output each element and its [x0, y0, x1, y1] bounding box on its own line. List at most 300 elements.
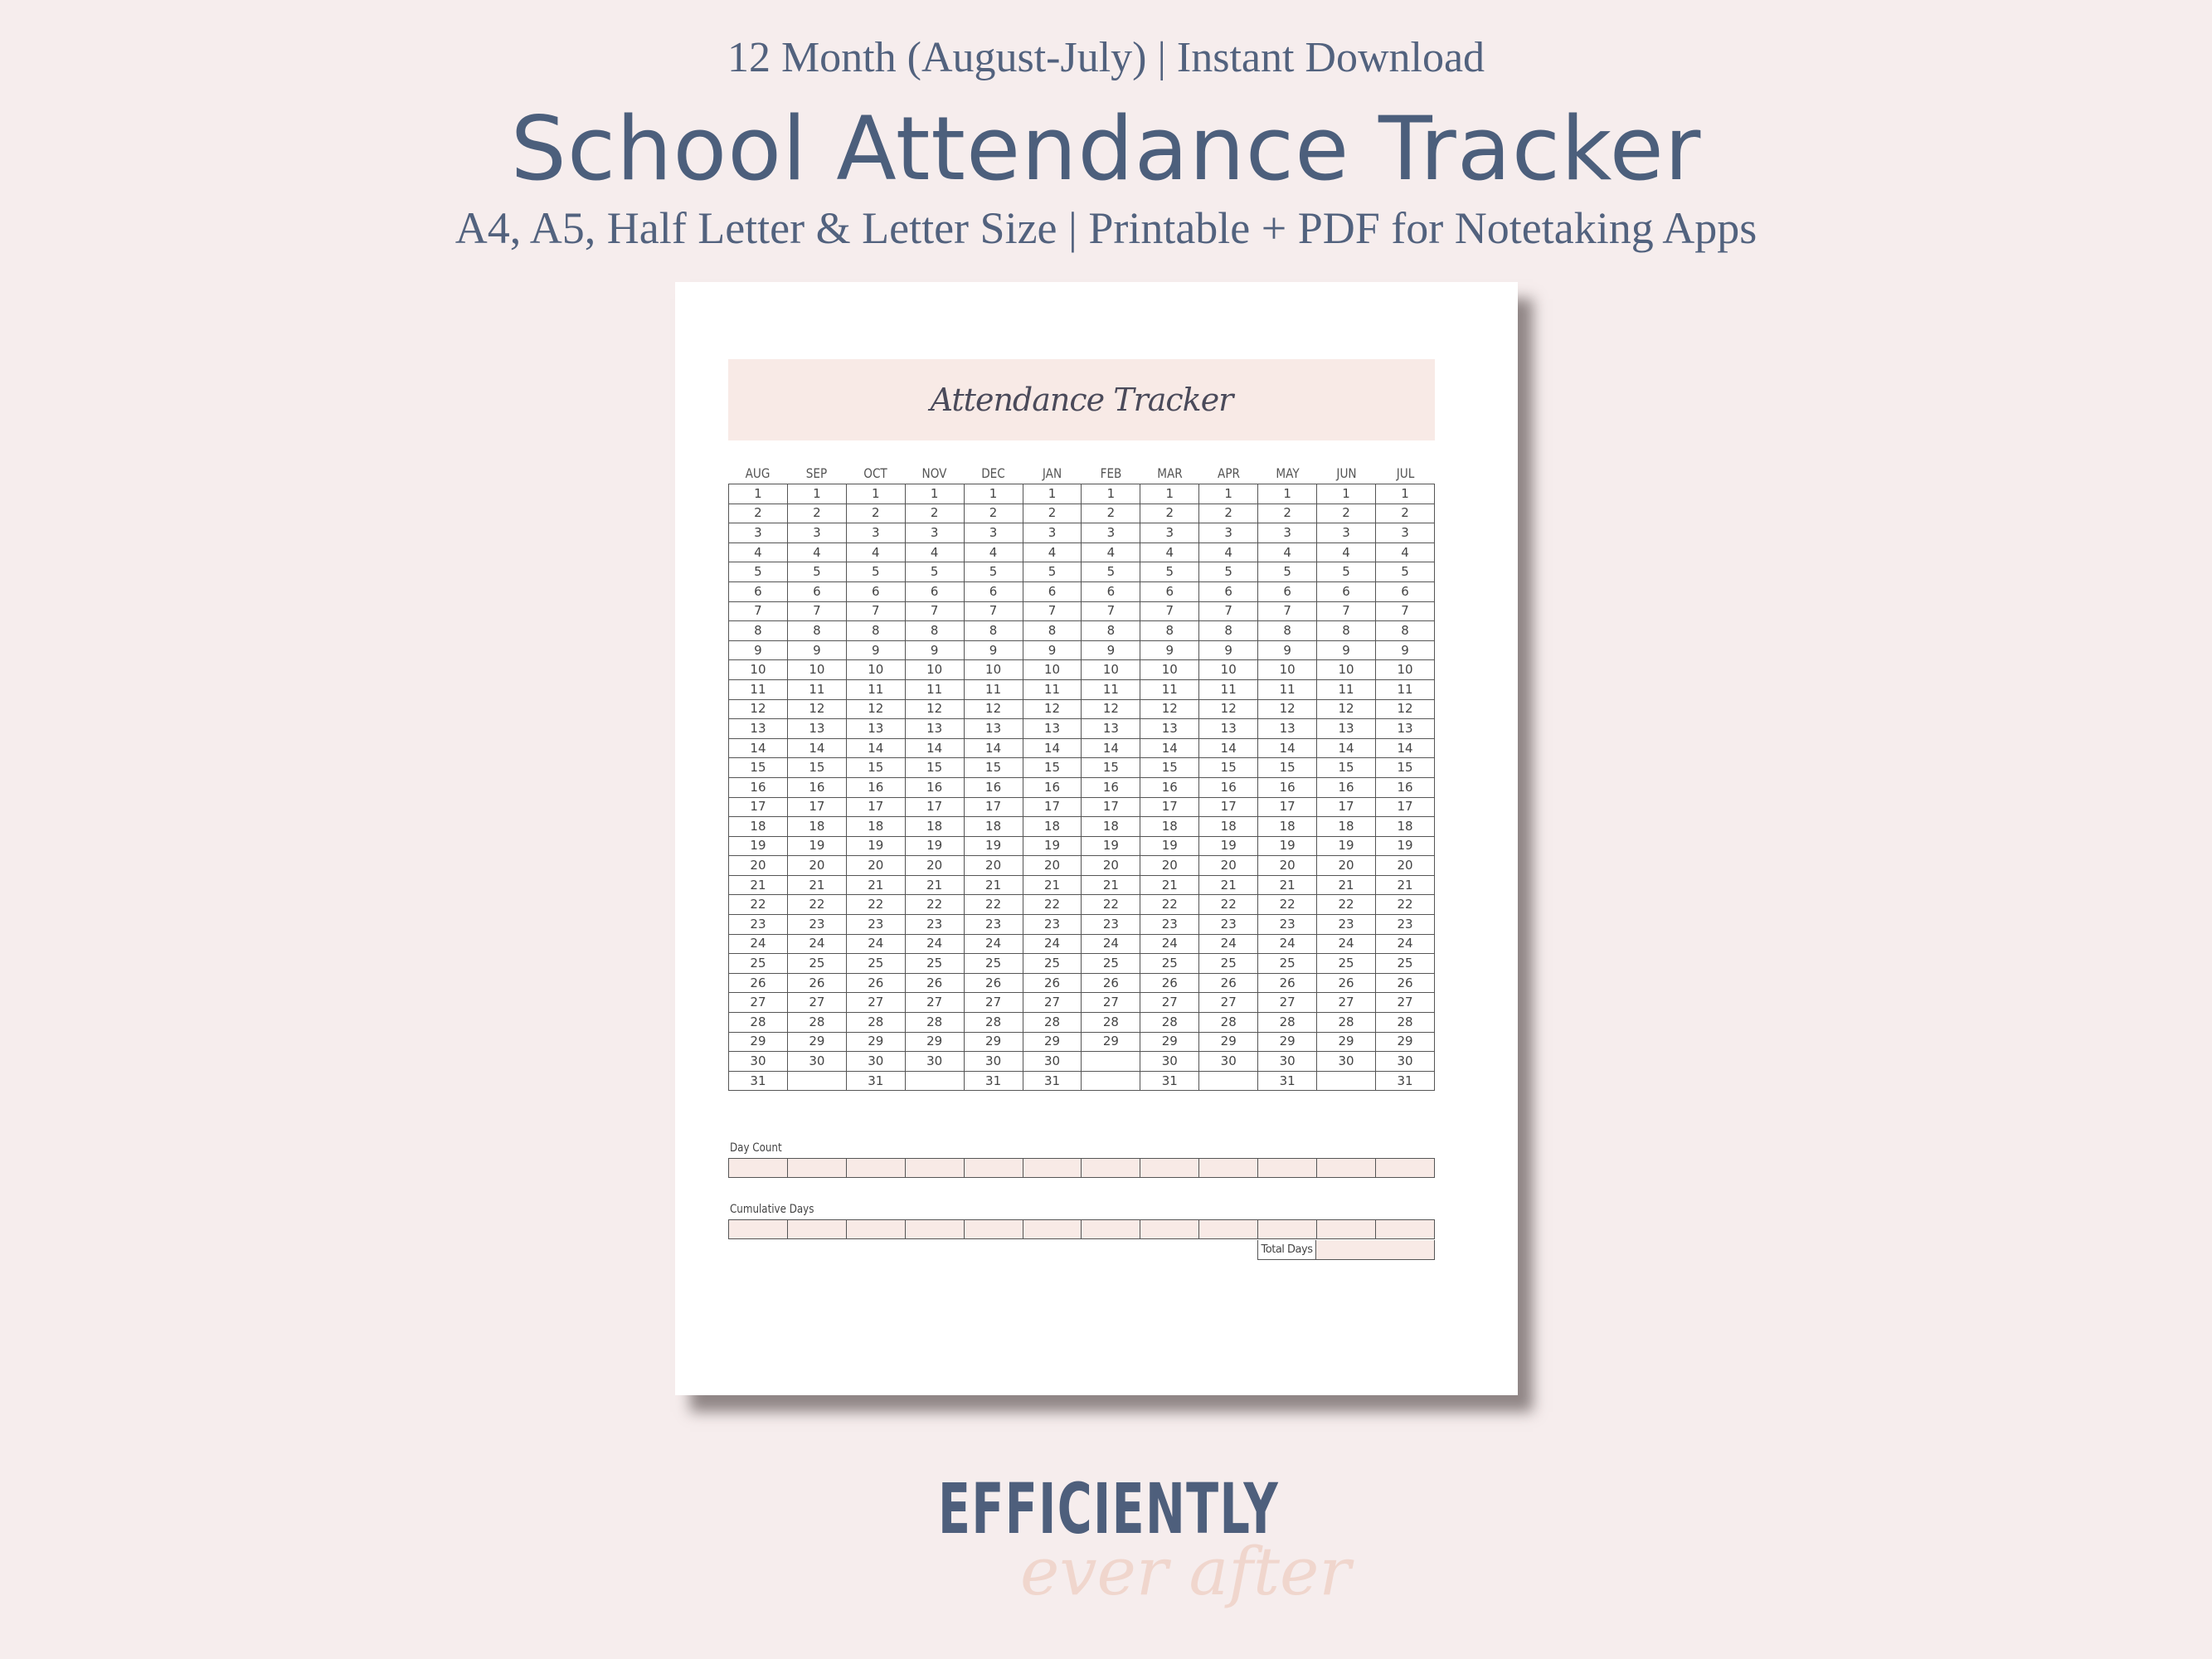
day-cell[interactable]: 17: [1082, 797, 1140, 817]
day-cell[interactable]: 27: [905, 993, 964, 1013]
day-cell[interactable]: 27: [846, 993, 905, 1013]
day-cell[interactable]: 15: [1199, 758, 1258, 778]
day-cell[interactable]: 14: [905, 738, 964, 758]
day-cell[interactable]: 6: [846, 581, 905, 601]
day-cell[interactable]: 2: [905, 504, 964, 523]
day-cell[interactable]: 2: [1140, 504, 1199, 523]
day-cell[interactable]: 7: [1082, 601, 1140, 621]
day-cell[interactable]: 1: [1082, 484, 1140, 504]
day-cell[interactable]: 1: [1258, 484, 1317, 504]
day-cell[interactable]: 17: [1140, 797, 1199, 817]
day-cell[interactable]: 8: [905, 621, 964, 641]
day-cell[interactable]: 5: [1258, 562, 1317, 582]
day-cell[interactable]: 4: [1375, 542, 1434, 562]
day-cell[interactable]: 29: [1199, 1032, 1258, 1052]
day-cell[interactable]: 2: [964, 504, 1023, 523]
day-cell[interactable]: [1199, 1071, 1258, 1091]
day-cell[interactable]: 23: [787, 915, 846, 935]
day-cell[interactable]: 17: [1023, 797, 1082, 817]
day-cell[interactable]: 30: [1140, 1052, 1199, 1072]
day-cell[interactable]: 24: [905, 934, 964, 954]
day-cell[interactable]: 5: [905, 562, 964, 582]
day-cell[interactable]: 6: [964, 581, 1023, 601]
day-cell[interactable]: 3: [846, 523, 905, 543]
day-cell[interactable]: 4: [1140, 542, 1199, 562]
day-cell[interactable]: 27: [729, 993, 788, 1013]
day-cell[interactable]: 9: [846, 640, 905, 660]
day-cell[interactable]: 21: [905, 875, 964, 895]
day-cell[interactable]: 13: [964, 719, 1023, 739]
day-cell[interactable]: 31: [729, 1071, 788, 1091]
day-cell[interactable]: 30: [1317, 1052, 1376, 1072]
day-cell[interactable]: 12: [964, 699, 1023, 719]
day-cell[interactable]: 19: [1140, 836, 1199, 856]
day-cell[interactable]: 11: [1317, 679, 1376, 699]
day-cell[interactable]: 20: [1140, 856, 1199, 876]
day-cell[interactable]: 26: [1375, 973, 1434, 993]
cumulative-cell[interactable]: [1023, 1220, 1082, 1239]
day-cell[interactable]: 19: [846, 836, 905, 856]
day-cell[interactable]: 25: [787, 954, 846, 974]
day-cell[interactable]: 7: [905, 601, 964, 621]
day-cell[interactable]: 2: [1082, 504, 1140, 523]
day-cell[interactable]: 18: [787, 817, 846, 837]
day-cell[interactable]: 6: [1023, 581, 1082, 601]
day-cell[interactable]: 25: [1258, 954, 1317, 974]
day-cell[interactable]: 25: [905, 954, 964, 974]
day-cell[interactable]: 14: [729, 738, 788, 758]
day-cell[interactable]: 4: [729, 542, 788, 562]
day-cell[interactable]: 30: [787, 1052, 846, 1072]
day-cell[interactable]: 26: [1023, 973, 1082, 993]
day-cell[interactable]: 28: [1258, 1013, 1317, 1033]
day-cell[interactable]: 9: [1082, 640, 1140, 660]
day-cell[interactable]: 2: [1375, 504, 1434, 523]
day-cell[interactable]: 23: [1199, 915, 1258, 935]
day-count-cell[interactable]: [964, 1159, 1023, 1178]
day-cell[interactable]: 26: [1258, 973, 1317, 993]
day-cell[interactable]: 15: [905, 758, 964, 778]
day-cell[interactable]: 1: [1023, 484, 1082, 504]
day-cell[interactable]: 4: [1258, 542, 1317, 562]
day-cell[interactable]: 19: [1023, 836, 1082, 856]
day-cell[interactable]: 26: [964, 973, 1023, 993]
cumulative-cell[interactable]: [846, 1220, 905, 1239]
day-cell[interactable]: 15: [729, 758, 788, 778]
day-cell[interactable]: 24: [1375, 934, 1434, 954]
day-cell[interactable]: 30: [1375, 1052, 1434, 1072]
day-cell[interactable]: 7: [1140, 601, 1199, 621]
day-cell[interactable]: 8: [1023, 621, 1082, 641]
day-cell[interactable]: 1: [1199, 484, 1258, 504]
day-count-cell[interactable]: [1199, 1159, 1258, 1178]
day-cell[interactable]: 17: [1317, 797, 1376, 817]
day-cell[interactable]: 3: [964, 523, 1023, 543]
day-cell[interactable]: 16: [1317, 777, 1376, 797]
day-cell[interactable]: 21: [1317, 875, 1376, 895]
day-cell[interactable]: 28: [1140, 1013, 1199, 1033]
day-cell[interactable]: 12: [1317, 699, 1376, 719]
day-cell[interactable]: 29: [1317, 1032, 1376, 1052]
day-cell[interactable]: 4: [964, 542, 1023, 562]
day-cell[interactable]: 10: [1375, 660, 1434, 680]
day-cell[interactable]: 13: [787, 719, 846, 739]
day-cell[interactable]: 8: [1140, 621, 1199, 641]
day-cell[interactable]: 5: [846, 562, 905, 582]
day-count-cell[interactable]: [905, 1159, 964, 1178]
day-cell[interactable]: 2: [1258, 504, 1317, 523]
day-cell[interactable]: 20: [787, 856, 846, 876]
day-cell[interactable]: 26: [1140, 973, 1199, 993]
day-cell[interactable]: 26: [1082, 973, 1140, 993]
cumulative-cell[interactable]: [729, 1220, 788, 1239]
day-cell[interactable]: 1: [1140, 484, 1199, 504]
day-cell[interactable]: 4: [846, 542, 905, 562]
day-cell[interactable]: 25: [1199, 954, 1258, 974]
day-cell[interactable]: 3: [1199, 523, 1258, 543]
day-cell[interactable]: 21: [846, 875, 905, 895]
day-cell[interactable]: 22: [1082, 895, 1140, 915]
day-cell[interactable]: 15: [787, 758, 846, 778]
day-cell[interactable]: 23: [1023, 915, 1082, 935]
day-cell[interactable]: 9: [964, 640, 1023, 660]
day-cell[interactable]: 30: [1023, 1052, 1082, 1072]
day-cell[interactable]: 1: [1317, 484, 1376, 504]
day-cell[interactable]: 7: [846, 601, 905, 621]
day-cell[interactable]: 29: [846, 1032, 905, 1052]
day-cell[interactable]: 16: [1140, 777, 1199, 797]
day-cell[interactable]: 9: [1375, 640, 1434, 660]
day-cell[interactable]: 8: [1258, 621, 1317, 641]
day-cell[interactable]: 6: [905, 581, 964, 601]
day-cell[interactable]: 11: [1023, 679, 1082, 699]
day-cell[interactable]: 17: [1258, 797, 1317, 817]
day-cell[interactable]: 21: [787, 875, 846, 895]
cumulative-cell[interactable]: [905, 1220, 964, 1239]
day-cell[interactable]: 7: [1317, 601, 1376, 621]
day-cell[interactable]: 18: [964, 817, 1023, 837]
day-cell[interactable]: 21: [729, 875, 788, 895]
day-cell[interactable]: 27: [964, 993, 1023, 1013]
day-cell[interactable]: 29: [1375, 1032, 1434, 1052]
day-cell[interactable]: 30: [846, 1052, 905, 1072]
day-cell[interactable]: [1082, 1052, 1140, 1072]
day-cell[interactable]: 26: [787, 973, 846, 993]
day-cell[interactable]: 13: [1082, 719, 1140, 739]
day-cell[interactable]: 13: [1140, 719, 1199, 739]
day-cell[interactable]: 19: [1082, 836, 1140, 856]
day-cell[interactable]: 11: [1082, 679, 1140, 699]
day-cell[interactable]: 17: [729, 797, 788, 817]
cumulative-cell[interactable]: [1140, 1220, 1199, 1239]
day-cell[interactable]: 22: [1023, 895, 1082, 915]
day-cell[interactable]: 24: [846, 934, 905, 954]
day-cell[interactable]: 28: [1023, 1013, 1082, 1033]
day-cell[interactable]: [1317, 1071, 1376, 1091]
day-cell[interactable]: 23: [964, 915, 1023, 935]
day-cell[interactable]: 18: [846, 817, 905, 837]
day-cell[interactable]: 14: [1317, 738, 1376, 758]
day-cell[interactable]: 3: [1023, 523, 1082, 543]
day-cell[interactable]: 10: [787, 660, 846, 680]
day-cell[interactable]: 13: [1258, 719, 1317, 739]
day-cell[interactable]: 3: [787, 523, 846, 543]
day-cell[interactable]: 25: [729, 954, 788, 974]
day-cell[interactable]: 21: [1082, 875, 1140, 895]
day-cell[interactable]: 10: [846, 660, 905, 680]
day-cell[interactable]: 7: [1023, 601, 1082, 621]
day-cell[interactable]: 20: [964, 856, 1023, 876]
day-cell[interactable]: 6: [1258, 581, 1317, 601]
day-cell[interactable]: 29: [1023, 1032, 1082, 1052]
day-cell[interactable]: 30: [905, 1052, 964, 1072]
day-cell[interactable]: 5: [1023, 562, 1082, 582]
day-cell[interactable]: 1: [905, 484, 964, 504]
day-cell[interactable]: 13: [1199, 719, 1258, 739]
day-cell[interactable]: 23: [1375, 915, 1434, 935]
day-cell[interactable]: 5: [729, 562, 788, 582]
day-cell[interactable]: 16: [729, 777, 788, 797]
day-cell[interactable]: 27: [1199, 993, 1258, 1013]
day-cell[interactable]: 25: [1317, 954, 1376, 974]
day-cell[interactable]: 1: [1375, 484, 1434, 504]
day-cell[interactable]: 10: [729, 660, 788, 680]
day-cell[interactable]: 24: [787, 934, 846, 954]
day-cell[interactable]: 4: [1023, 542, 1082, 562]
day-cell[interactable]: 16: [1199, 777, 1258, 797]
total-days-value[interactable]: [1316, 1240, 1435, 1260]
day-cell[interactable]: 30: [964, 1052, 1023, 1072]
day-cell[interactable]: 13: [1023, 719, 1082, 739]
day-cell[interactable]: 2: [1199, 504, 1258, 523]
day-cell[interactable]: 18: [1023, 817, 1082, 837]
day-cell[interactable]: 22: [846, 895, 905, 915]
day-count-cell[interactable]: [1375, 1159, 1434, 1178]
cumulative-cell[interactable]: [1199, 1220, 1258, 1239]
day-cell[interactable]: 8: [787, 621, 846, 641]
day-cell[interactable]: 15: [964, 758, 1023, 778]
day-cell[interactable]: 25: [1082, 954, 1140, 974]
day-cell[interactable]: 22: [905, 895, 964, 915]
day-cell[interactable]: 28: [729, 1013, 788, 1033]
day-cell[interactable]: 26: [1199, 973, 1258, 993]
day-cell[interactable]: 6: [1317, 581, 1376, 601]
day-cell[interactable]: 9: [729, 640, 788, 660]
day-count-cell[interactable]: [1082, 1159, 1140, 1178]
day-cell[interactable]: 19: [964, 836, 1023, 856]
day-cell[interactable]: 10: [905, 660, 964, 680]
day-cell[interactable]: 11: [1375, 679, 1434, 699]
day-cell[interactable]: 8: [1317, 621, 1376, 641]
cumulative-cell[interactable]: [1317, 1220, 1376, 1239]
day-cell[interactable]: 1: [787, 484, 846, 504]
day-cell[interactable]: 14: [1375, 738, 1434, 758]
day-cell[interactable]: 25: [1023, 954, 1082, 974]
day-cell[interactable]: 13: [905, 719, 964, 739]
day-cell[interactable]: 2: [846, 504, 905, 523]
day-cell[interactable]: 10: [1258, 660, 1317, 680]
day-cell[interactable]: 24: [1140, 934, 1199, 954]
day-cell[interactable]: 12: [1023, 699, 1082, 719]
day-cell[interactable]: 28: [1375, 1013, 1434, 1033]
cumulative-cell[interactable]: [1082, 1220, 1140, 1239]
day-cell[interactable]: 10: [1023, 660, 1082, 680]
day-cell[interactable]: 7: [1199, 601, 1258, 621]
day-cell[interactable]: [1082, 1071, 1140, 1091]
day-cell[interactable]: 27: [1375, 993, 1434, 1013]
day-cell[interactable]: 23: [1258, 915, 1317, 935]
day-cell[interactable]: 6: [1140, 581, 1199, 601]
day-cell[interactable]: 28: [846, 1013, 905, 1033]
day-cell[interactable]: 24: [1023, 934, 1082, 954]
day-cell[interactable]: 25: [1375, 954, 1434, 974]
day-cell[interactable]: 28: [905, 1013, 964, 1033]
day-cell[interactable]: 28: [1317, 1013, 1376, 1033]
day-cell[interactable]: 5: [1082, 562, 1140, 582]
day-cell[interactable]: 10: [1199, 660, 1258, 680]
day-cell[interactable]: [905, 1071, 964, 1091]
day-cell[interactable]: 16: [787, 777, 846, 797]
day-cell[interactable]: 13: [729, 719, 788, 739]
day-cell[interactable]: 27: [1082, 993, 1140, 1013]
day-count-cell[interactable]: [787, 1159, 846, 1178]
day-cell[interactable]: 5: [1317, 562, 1376, 582]
day-cell[interactable]: 21: [1375, 875, 1434, 895]
day-cell[interactable]: 8: [1199, 621, 1258, 641]
day-cell[interactable]: 12: [729, 699, 788, 719]
day-cell[interactable]: 29: [1140, 1032, 1199, 1052]
day-cell[interactable]: 11: [964, 679, 1023, 699]
day-cell[interactable]: 19: [729, 836, 788, 856]
day-cell[interactable]: 12: [1199, 699, 1258, 719]
day-cell[interactable]: 21: [1140, 875, 1199, 895]
day-cell[interactable]: 9: [1199, 640, 1258, 660]
day-cell[interactable]: 23: [846, 915, 905, 935]
day-cell[interactable]: 28: [787, 1013, 846, 1033]
day-cell[interactable]: 15: [1140, 758, 1199, 778]
day-cell[interactable]: 17: [905, 797, 964, 817]
day-cell[interactable]: [787, 1071, 846, 1091]
day-cell[interactable]: 29: [905, 1032, 964, 1052]
day-cell[interactable]: 19: [905, 836, 964, 856]
day-cell[interactable]: 16: [964, 777, 1023, 797]
day-cell[interactable]: 2: [729, 504, 788, 523]
day-cell[interactable]: 24: [729, 934, 788, 954]
day-cell[interactable]: 23: [1082, 915, 1140, 935]
day-cell[interactable]: 9: [905, 640, 964, 660]
day-count-cell[interactable]: [1023, 1159, 1082, 1178]
day-cell[interactable]: 25: [846, 954, 905, 974]
day-cell[interactable]: 1: [729, 484, 788, 504]
day-cell[interactable]: 18: [905, 817, 964, 837]
day-cell[interactable]: 9: [1317, 640, 1376, 660]
day-cell[interactable]: 19: [1258, 836, 1317, 856]
day-cell[interactable]: 16: [1258, 777, 1317, 797]
day-cell[interactable]: 29: [1258, 1032, 1317, 1052]
day-cell[interactable]: 2: [1317, 504, 1376, 523]
day-cell[interactable]: 3: [1317, 523, 1376, 543]
day-cell[interactable]: 31: [1140, 1071, 1199, 1091]
day-cell[interactable]: 4: [1082, 542, 1140, 562]
day-cell[interactable]: 15: [1258, 758, 1317, 778]
day-cell[interactable]: 26: [905, 973, 964, 993]
day-cell[interactable]: 30: [1258, 1052, 1317, 1072]
day-cell[interactable]: 16: [1375, 777, 1434, 797]
day-cell[interactable]: 4: [905, 542, 964, 562]
day-cell[interactable]: 15: [846, 758, 905, 778]
day-count-cell[interactable]: [1140, 1159, 1199, 1178]
day-cell[interactable]: 5: [1140, 562, 1199, 582]
day-cell[interactable]: 17: [787, 797, 846, 817]
day-cell[interactable]: 10: [1140, 660, 1199, 680]
day-cell[interactable]: 14: [1258, 738, 1317, 758]
day-cell[interactable]: 20: [1258, 856, 1317, 876]
day-cell[interactable]: 9: [1023, 640, 1082, 660]
day-cell[interactable]: 21: [964, 875, 1023, 895]
day-cell[interactable]: 12: [1140, 699, 1199, 719]
day-cell[interactable]: 30: [729, 1052, 788, 1072]
cumulative-cell[interactable]: [1258, 1220, 1317, 1239]
day-cell[interactable]: 7: [1258, 601, 1317, 621]
day-cell[interactable]: 18: [1199, 817, 1258, 837]
day-cell[interactable]: 28: [1199, 1013, 1258, 1033]
day-cell[interactable]: 20: [1317, 856, 1376, 876]
day-cell[interactable]: 14: [1199, 738, 1258, 758]
day-count-cell[interactable]: [729, 1159, 788, 1178]
day-cell[interactable]: 8: [1375, 621, 1434, 641]
day-cell[interactable]: 20: [846, 856, 905, 876]
day-cell[interactable]: 12: [787, 699, 846, 719]
day-cell[interactable]: 21: [1199, 875, 1258, 895]
day-cell[interactable]: 4: [787, 542, 846, 562]
day-cell[interactable]: 22: [1199, 895, 1258, 915]
day-cell[interactable]: 24: [1082, 934, 1140, 954]
day-cell[interactable]: 19: [1199, 836, 1258, 856]
day-cell[interactable]: 27: [1023, 993, 1082, 1013]
day-cell[interactable]: 14: [964, 738, 1023, 758]
day-cell[interactable]: 24: [1258, 934, 1317, 954]
day-cell[interactable]: 19: [787, 836, 846, 856]
day-cell[interactable]: 6: [1375, 581, 1434, 601]
day-cell[interactable]: 14: [787, 738, 846, 758]
day-cell[interactable]: 17: [964, 797, 1023, 817]
day-cell[interactable]: 8: [964, 621, 1023, 641]
day-cell[interactable]: 13: [846, 719, 905, 739]
day-cell[interactable]: 11: [1199, 679, 1258, 699]
day-cell[interactable]: 18: [1258, 817, 1317, 837]
day-cell[interactable]: 27: [1317, 993, 1376, 1013]
day-cell[interactable]: 4: [1199, 542, 1258, 562]
day-cell[interactable]: 16: [1023, 777, 1082, 797]
day-cell[interactable]: 11: [1140, 679, 1199, 699]
day-cell[interactable]: 6: [787, 581, 846, 601]
day-cell[interactable]: 18: [1140, 817, 1199, 837]
day-cell[interactable]: 19: [1317, 836, 1376, 856]
day-cell[interactable]: 5: [1375, 562, 1434, 582]
day-cell[interactable]: 29: [787, 1032, 846, 1052]
day-cell[interactable]: 17: [1199, 797, 1258, 817]
day-cell[interactable]: 7: [964, 601, 1023, 621]
day-cell[interactable]: 2: [787, 504, 846, 523]
day-cell[interactable]: 30: [1199, 1052, 1258, 1072]
day-cell[interactable]: 22: [787, 895, 846, 915]
day-cell[interactable]: 29: [964, 1032, 1023, 1052]
day-cell[interactable]: 11: [729, 679, 788, 699]
day-cell[interactable]: 26: [846, 973, 905, 993]
day-cell[interactable]: 22: [964, 895, 1023, 915]
day-cell[interactable]: 26: [729, 973, 788, 993]
day-cell[interactable]: 14: [1082, 738, 1140, 758]
